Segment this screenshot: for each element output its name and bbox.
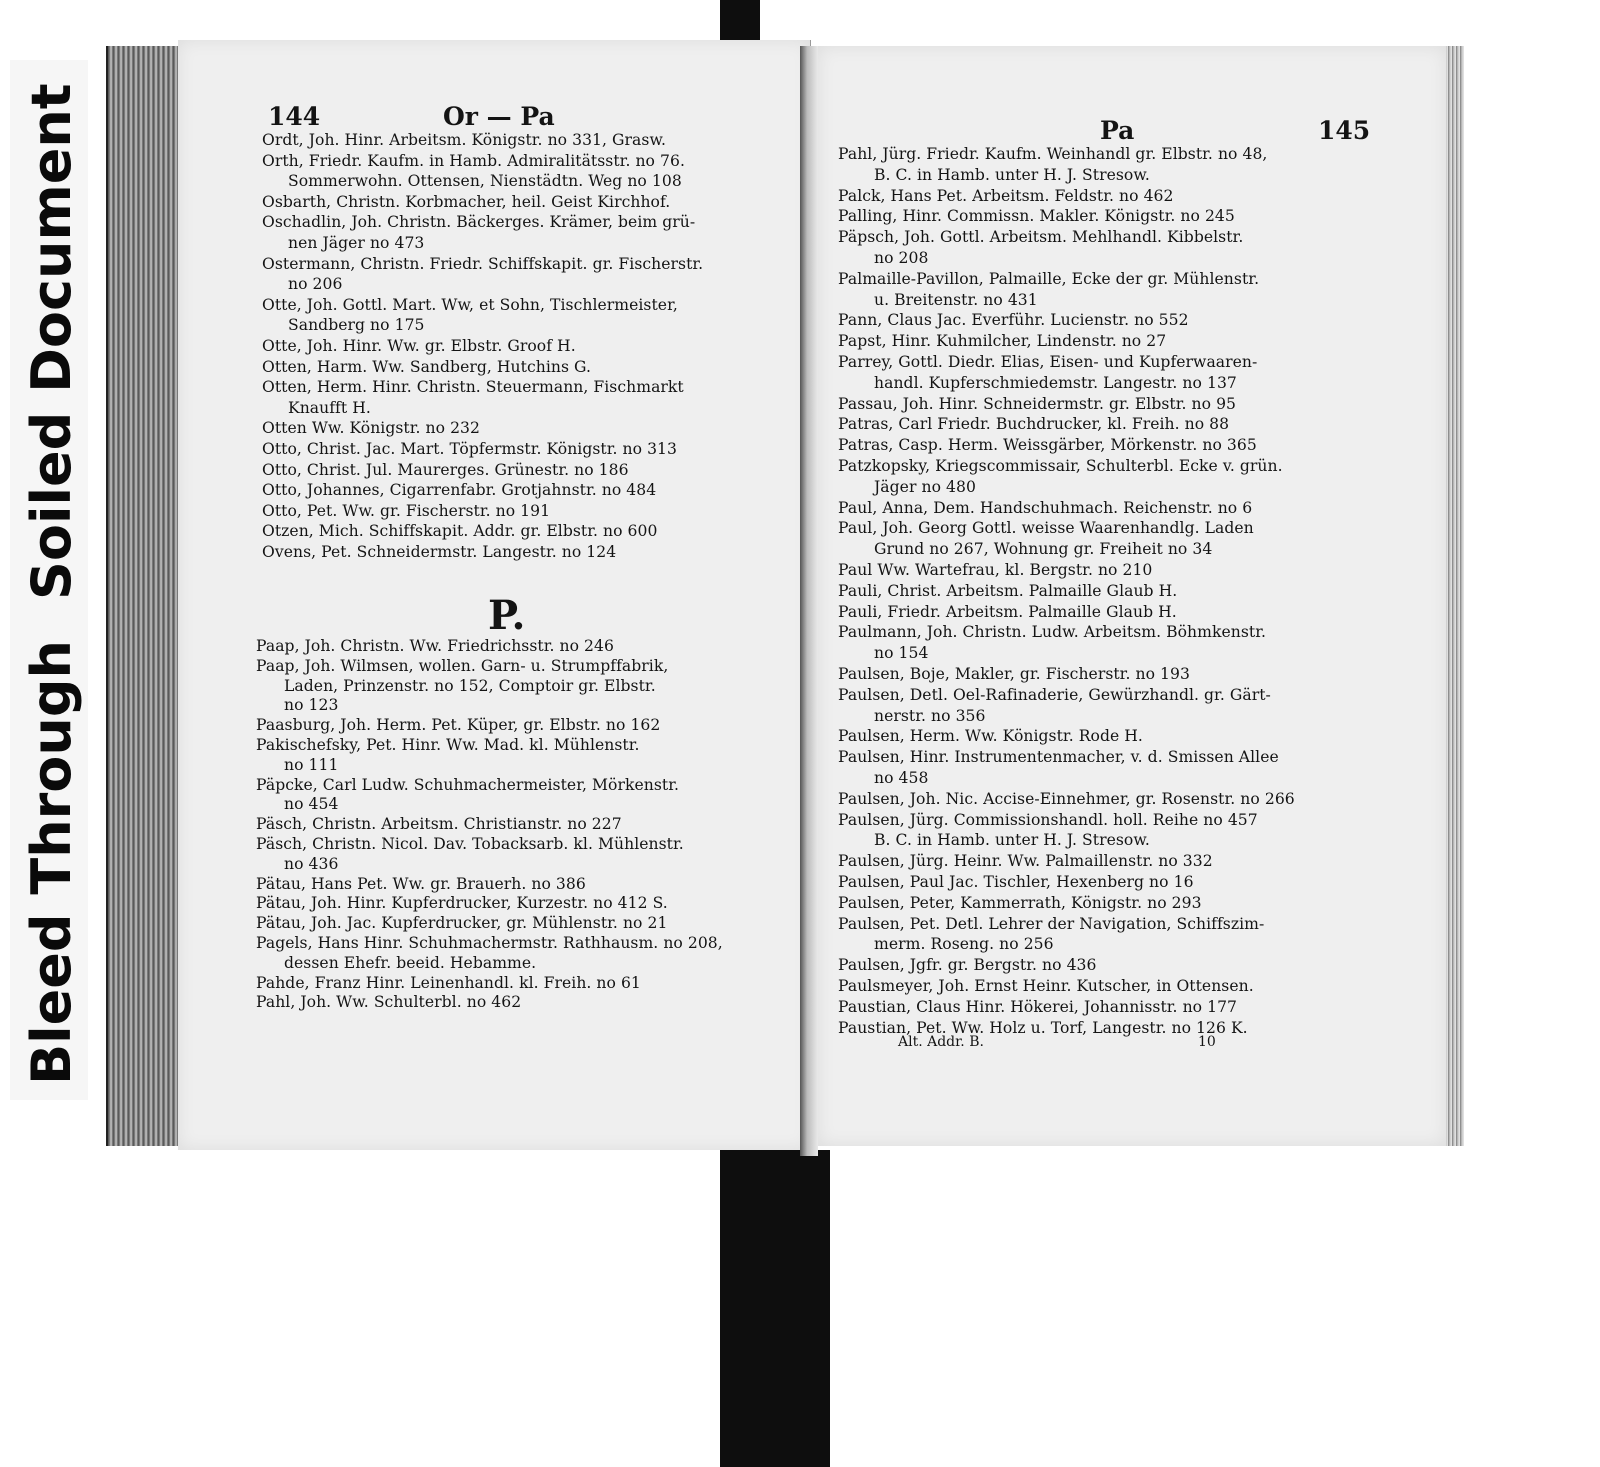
entry-continuation: B. C. in Hamb. unter H. J. Stresow. <box>874 165 1150 184</box>
section-letter: P. <box>488 592 526 639</box>
page-stack-right <box>1444 46 1464 1146</box>
directory-entry: Pätau, Joh. Hinr. Kupferdrucker, Kurzestr. no 412 S. <box>256 894 668 913</box>
directory-entry: Päpcke, Carl Ludw. Schuhmachermeister, Mörkenstr. <box>256 775 679 794</box>
directory-entry: Paulsen, Peter, Kammerrath, Königstr. no 293 <box>838 893 1202 912</box>
directory-entry: Pätau, Joh. Jac. Kupferdrucker, gr. Mühlenstr. no 21 <box>256 914 668 933</box>
directory-entry: Papst, Hinr. Kuhmilcher, Lindenstr. no 27 <box>838 332 1167 351</box>
directory-entry: Otte, Joh. Gottl. Mart. Ww, et Sohn, Tischlermeister, <box>262 295 678 314</box>
directory-entry: Otten, Herm. Hinr. Christn. Steuermann, Fischmarkt <box>262 378 684 397</box>
entry-continuation: no 436 <box>284 854 339 873</box>
directory-entry: Päsch, Christn. Nicol. Dav. Tobacksarb. kl. Mühlenstr. <box>256 835 684 853</box>
footer-signature: Alt. Addr. B. <box>898 1034 984 1050</box>
directory-entry: Paulsen, Boje, Makler, gr. Fischerstr. no 193 <box>838 665 1190 683</box>
directory-entry: Passau, Joh. Hinr. Schneidermstr. gr. Elbstr. no 95 <box>838 394 1237 413</box>
right-page-number: 145 <box>1318 116 1371 145</box>
entry-continuation: dessen Ehefr. beeid. Hebamme. <box>284 953 537 972</box>
entry-continuation: Laden, Prinzenstr. no 152, Comptoir gr. Elbstr. <box>284 676 656 695</box>
directory-entry: Paulsen, Paul Jac. Tischler, Hexenberg no 16 <box>838 873 1194 891</box>
directory-entry: Patras, Casp. Herm. Weissgärber, Mörkenstr. no 365 <box>838 436 1257 455</box>
entry-continuation: no 454 <box>284 795 339 814</box>
right-page-title: Pa <box>1100 116 1135 145</box>
directory-entry: Otto, Christ. Jul. Maurerges. Grünestr. no 186 <box>262 460 629 479</box>
directory-entry: Ovens, Pet. Schneidermstr. Langestr. no 124 <box>262 543 617 561</box>
directory-entry: Otto, Pet. Ww. gr. Fischerstr. no 191 <box>262 501 551 520</box>
left-page <box>178 40 811 1150</box>
directory-entry: Paustian, Claus Hinr. Hökerei, Johannisstr. no 177 <box>838 997 1238 1016</box>
directory-entry: Palmaille-Pavillon, Palmaille, Ecke der gr. Mühlenstr. <box>838 269 1260 288</box>
directory-entry: Paap, Joh. Christn. Ww. Friedrichsstr. no 246 <box>256 637 614 655</box>
entry-continuation: merm. Roseng. no 256 <box>874 935 1054 954</box>
directory-entry: Paulsen, Jürg. Commissionshandl. holl. Reihe no 457 <box>838 810 1258 829</box>
entry-continuation: no 111 <box>284 755 339 774</box>
directory-entry: Pagels, Hans Hinr. Schuhmachermstr. Rathhausm. no 208, <box>256 934 723 952</box>
directory-entry: Orth, Friedr. Kaufm. in Hamb. Admiralitätsstr. no 76. <box>262 151 685 170</box>
directory-entry: Paulsen, Joh. Nic. Accise-Einnehmer, gr. Rosenstr. no 266 <box>838 789 1295 808</box>
directory-entry: Paulsen, Jgfr. gr. Bergstr. no 436 <box>838 956 1097 975</box>
directory-entry: Päsch, Christn. Arbeitsm. Christianstr. no 227 <box>256 815 622 834</box>
directory-entry: Osbarth, Christn. Korbmacher, heil. Geist Kirchhof. <box>262 192 671 211</box>
directory-entry: Paul, Joh. Georg Gottl. weisse Waarenhandlg. Laden <box>838 519 1254 538</box>
right-page <box>818 46 1446 1146</box>
directory-entry: Ordt, Joh. Hinr. Arbeitsm. Königstr. no 331, Grasw. <box>262 131 666 149</box>
entry-continuation: no 206 <box>288 275 343 294</box>
directory-entry: Paulsen, Jürg. Heinr. Ww. Palmaillenstr. no 332 <box>838 852 1213 871</box>
footer-sheet-number: 10 <box>1198 1034 1216 1050</box>
directory-entry: Pauli, Christ. Arbeitsm. Palmaille Glaub H. <box>838 581 1178 600</box>
bleed-through-label: Bleed Through <box>20 640 83 1085</box>
entry-continuation: Jäger no 480 <box>874 477 976 496</box>
directory-entry: Paulsen, Hinr. Instrumentenmacher, v. d. Smissen Allee <box>838 748 1279 767</box>
entry-continuation: no 458 <box>874 769 929 787</box>
directory-entry: Paustian, Pet. Ww. Holz u. Torf, Langestr. no 126 K. <box>838 1018 1248 1037</box>
directory-entry: Otten Ww. Königstr. no 232 <box>262 419 480 438</box>
directory-entry: Paulmann, Joh. Christn. Ludw. Arbeitsm. Böhmkenstr. <box>838 623 1267 642</box>
left-page-number: 144 <box>268 102 321 131</box>
directory-entry: Paulsen, Pet. Detl. Lehrer der Navigation, Schiffszim- <box>838 914 1265 933</box>
directory-entry: Oschadlin, Joh. Christn. Bäckerges. Krämer, beim grü- <box>262 213 696 232</box>
directory-entry: Palck, Hans Pet. Arbeitsm. Feldstr. no 462 <box>838 186 1174 205</box>
entry-continuation: Knaufft H. <box>288 398 371 417</box>
directory-entry: Pann, Claus Jac. Everführ. Lucienstr. no 552 <box>838 311 1189 330</box>
book-gutter <box>800 46 818 1156</box>
directory-entry: Parrey, Gottl. Diedr. Elias, Eisen- und Kupferwaaren- <box>838 353 1258 371</box>
directory-entry: Paap, Joh. Wilmsen, wollen. Garn- u. Strumpffabrik, <box>256 656 669 675</box>
directory-entry: Pahde, Franz Hinr. Leinenhandl. kl. Freih. no 61 <box>256 973 641 992</box>
directory-entry: Otzen, Mich. Schiffskapit. Addr. gr. Elbstr. no 600 <box>262 522 658 541</box>
directory-entry: Pätau, Hans Pet. Ww. gr. Brauerh. no 386 <box>256 874 586 893</box>
binding-bottom <box>720 1150 830 1467</box>
entry-continuation: Sommerwohn. Ottensen, Nienstädtn. Weg no 108 <box>288 172 682 191</box>
directory-entry: Palling, Hinr. Commissn. Makler. Königstr. no 245 <box>838 207 1235 226</box>
entry-continuation: Sandberg no 175 <box>288 316 425 335</box>
entry-continuation: no 123 <box>284 696 339 715</box>
directory-entry: Paulsmeyer, Joh. Ernst Heinr. Kutscher, in Ottensen. <box>838 977 1254 995</box>
entry-continuation: nen Jäger no 473 <box>288 234 425 252</box>
directory-entry: Paul Ww. Wartefrau, kl. Bergstr. no 210 <box>838 561 1153 579</box>
directory-entry: Paulsen, Detl. Oel-Rafinaderie, Gewürzhandl. gr. Gärt- <box>838 685 1271 704</box>
left-page-title: Or — Pa <box>443 102 555 131</box>
page-stack-left <box>106 46 182 1146</box>
directory-entry: Pahl, Joh. Ww. Schulterbl. no 462 <box>256 993 522 1012</box>
directory-entry: Otte, Joh. Hinr. Ww. gr. Elbstr. Groof H. <box>262 337 576 355</box>
entry-continuation: B. C. in Hamb. unter H. J. Stresow. <box>874 831 1150 850</box>
directory-entry: Ostermann, Christn. Friedr. Schiffskapit. gr. Fischerstr. <box>262 254 704 273</box>
directory-entry: Pakischefsky, Pet. Hinr. Ww. Mad. kl. Mühlenstr. <box>256 736 640 754</box>
entry-continuation: u. Breitenstr. no 431 <box>874 290 1038 309</box>
directory-entry: Paasburg, Joh. Herm. Pet. Küper, gr. Elbstr. no 162 <box>256 716 661 735</box>
directory-entry: Otten, Harm. Ww. Sandberg, Hutchins G. <box>262 357 591 376</box>
directory-entry: Otto, Christ. Jac. Mart. Töpfermstr. Königstr. no 313 <box>262 440 677 458</box>
directory-entry: Pauli, Friedr. Arbeitsm. Palmaille Glaub H. <box>838 602 1177 621</box>
entry-continuation: no 208 <box>874 249 929 267</box>
entry-continuation: nerstr. no 356 <box>874 706 986 725</box>
entry-continuation: Grund no 267, Wohnung gr. Freiheit no 34 <box>874 540 1213 559</box>
directory-entry: Patzkopsky, Kriegscommissair, Schulterbl. Ecke v. grün. <box>838 457 1283 475</box>
directory-entry: Pahl, Jürg. Friedr. Kaufm. Weinhandl gr. Elbstr. no 48, <box>838 145 1268 163</box>
entry-continuation: no 154 <box>874 644 929 663</box>
entry-continuation: handl. Kupferschmiedemstr. Langestr. no 137 <box>874 373 1237 392</box>
directory-entry: Päpsch, Joh. Gottl. Arbeitsm. Mehlhandl. Kibbelstr. <box>838 228 1244 247</box>
directory-entry: Otto, Johannes, Cigarrenfabr. Grotjahnstr. no 484 <box>262 481 657 500</box>
directory-entry: Paul, Anna, Dem. Handschuhmach. Reichenstr. no 6 <box>838 498 1253 517</box>
directory-entry: Patras, Carl Friedr. Buchdrucker, kl. Freih. no 88 <box>838 415 1230 434</box>
directory-entry: Paulsen, Herm. Ww. Königstr. Rode H. <box>838 727 1143 746</box>
soiled-document-label: Soiled Document <box>20 83 83 600</box>
